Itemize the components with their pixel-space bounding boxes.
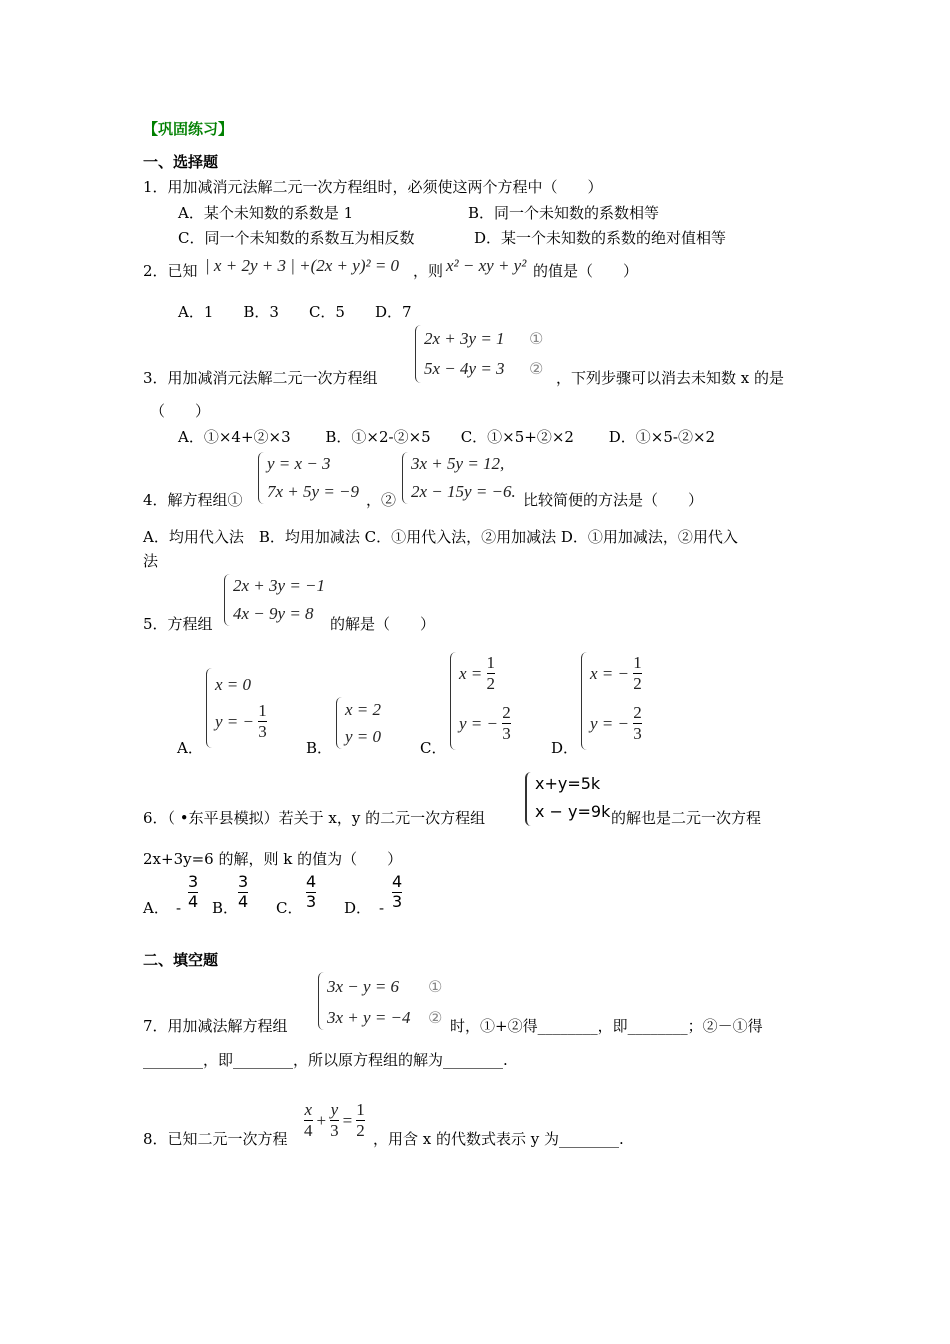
q6-eq1: x+y=5k	[535, 774, 601, 793]
q5-eq1: 2x + 3y = −1	[233, 576, 326, 595]
fraction-1-over-2	[356, 1101, 365, 1140]
q6-label-b: B．	[212, 899, 239, 917]
numerator: 1	[486, 653, 496, 672]
q2-mid: ，则	[413, 262, 444, 280]
brace	[224, 574, 230, 626]
q5-label-a: A．	[177, 739, 203, 757]
fraction	[502, 704, 511, 743]
q5-label-d: D．	[551, 739, 579, 757]
q3-equation-2: 5x − 4y = 3	[424, 359, 505, 378]
q2-options: A．1 B．3 C．5 D．7	[178, 303, 412, 321]
numerator: 3	[188, 872, 199, 891]
denominator: 3	[633, 723, 642, 743]
numerator: 1	[633, 653, 642, 672]
q4-mid: ，②	[366, 491, 397, 509]
brace	[581, 652, 587, 750]
q6-line-2: 2x+3y=6 的解，则 k 的值为（ ）	[143, 850, 403, 868]
denominator: 4	[238, 891, 249, 911]
q7-suffix: 时，①+②得________，即________；②－①得	[450, 1017, 763, 1035]
q8-suffix: ，用含 x 的代数式表示 y 为________.	[373, 1130, 624, 1148]
q3-system	[415, 325, 555, 385]
section-heading-fill: 二、填空题	[143, 951, 219, 969]
q4-sys2-eq1: 3x + 5y = 12,	[411, 454, 505, 473]
q6-eq2: x − y=9k	[535, 802, 611, 821]
q6-option-b-fraction	[238, 874, 248, 911]
q4-options-line-2: 法	[143, 552, 159, 570]
circled-1: ①	[428, 977, 443, 996]
brace	[258, 452, 264, 504]
fraction-x-over-4	[304, 1101, 313, 1140]
q5-a-eq1: x = 0	[215, 675, 252, 694]
q5-label-b: B．	[306, 739, 333, 757]
q5-option-a-system	[206, 668, 286, 750]
q5-c-eq2-text: y = −	[459, 713, 498, 733]
q3-equation-1: 2x + 3y = 1	[424, 329, 505, 348]
denominator: 4	[188, 891, 199, 911]
denominator: 3	[258, 721, 267, 741]
q7-prefix: 7．用加减法解方程组	[143, 1017, 288, 1035]
q5-eq2: 4x − 9y = 8	[233, 604, 314, 623]
fraction	[633, 704, 642, 743]
numerator: 2	[502, 703, 511, 722]
brace	[525, 772, 532, 826]
q8-equation	[304, 1101, 365, 1140]
q5-label-c: C．	[420, 739, 447, 757]
q5-c-eq2	[459, 704, 511, 743]
brace	[450, 652, 456, 750]
q5-prefix: 5．方程组	[143, 615, 213, 633]
fraction	[238, 874, 248, 911]
numerator: 1	[356, 1100, 365, 1119]
fraction	[258, 702, 267, 741]
q6-option-c-fraction	[306, 874, 316, 911]
numerator: y	[330, 1100, 339, 1119]
q4-options-line-1: A．均用代入法 B．均用加减法 C．①用代入法，②用加减法 D．①用加减法，②用代入	[143, 528, 738, 546]
q5-a-eq2	[215, 702, 267, 741]
plus-sign: +	[316, 1110, 327, 1130]
q1-option-d: D．某一个未知数的系数的绝对值相等	[474, 229, 727, 247]
brace	[318, 972, 324, 1030]
q4-system-2	[402, 452, 527, 506]
q2-prefix: 2．已知	[143, 262, 198, 280]
q7-eq2: 3x + y = −4	[327, 1008, 411, 1027]
q3-prefix: 3．用加减消元法解二元一次方程组	[143, 369, 378, 387]
q5-option-b-system	[336, 697, 406, 751]
fraction-y-over-3	[330, 1101, 339, 1140]
fraction	[188, 874, 198, 911]
q6-label-a: A．	[143, 899, 169, 917]
q2-suffix: 的值是（ ）	[533, 262, 639, 280]
q1-stem: 1．用加减消元法解二元一次方程组时，必须使这两个方程中（ ）	[143, 178, 603, 196]
brace	[336, 697, 342, 749]
q5-option-c-system	[450, 652, 540, 752]
q6-option-d-fraction	[392, 874, 402, 911]
denominator: 3	[306, 891, 317, 911]
q6-suffix: 的解也是二元一次方程	[611, 809, 762, 827]
q5-b-eq2: y = 0	[345, 727, 382, 746]
q3-paren: （ ）	[150, 402, 211, 420]
q5-d-eq1	[590, 654, 642, 693]
page-title: 【巩固练习】	[143, 120, 234, 138]
q5-a-eq2-text: y = −	[215, 711, 254, 731]
q2-equation: | x + 2y + 3 | +(2x + y)² = 0	[205, 256, 400, 275]
q7-line-2: ________，即________，所以原方程组的解为________.	[143, 1051, 508, 1069]
denominator: 2	[633, 673, 642, 693]
fraction	[392, 874, 402, 911]
q4-sys2-eq2: 2x − 15y = −6.	[411, 482, 516, 501]
brace	[415, 325, 421, 383]
q6-prefix: 6．（ •东平县模拟）若关于 x，y 的二元一次方程组	[143, 809, 486, 827]
numerator: x	[304, 1100, 313, 1119]
q5-d-eq2	[590, 704, 642, 743]
q4-system-1	[258, 452, 368, 506]
fraction	[633, 654, 642, 693]
q4-suffix: 比较简便的方法是（ ）	[523, 491, 704, 509]
fraction	[306, 874, 316, 911]
q7-system	[318, 972, 458, 1032]
numerator: 2	[633, 703, 642, 722]
q6-label-c: C．	[276, 899, 303, 917]
brace	[402, 452, 408, 504]
q4-sys1-eq1: y = x − 3	[267, 454, 331, 473]
brace	[206, 668, 212, 748]
q5-c-eq1	[459, 654, 495, 693]
q3-suffix: ，下列步骤可以消去未知数 x 的是	[556, 369, 784, 387]
q8-prefix: 8．已知二元一次方程	[143, 1130, 288, 1148]
numerator: 1	[258, 701, 267, 720]
q6-option-a-fraction	[188, 874, 198, 911]
q1-option-b: B．同一个未知数的系数相等	[468, 204, 660, 222]
denominator: 2	[356, 1120, 365, 1140]
q5-suffix: 的解是（ ）	[330, 615, 436, 633]
q5-system	[224, 574, 334, 628]
q6-minus-a: -	[176, 899, 182, 917]
numerator: 3	[238, 872, 249, 891]
q5-d-eq1-text: x = −	[590, 663, 629, 683]
q5-d-eq2-text: y = −	[590, 713, 629, 733]
equals-sign: =	[342, 1110, 353, 1130]
denominator: 3	[392, 891, 403, 911]
q4-sys1-eq2: 7x + 5y = −9	[267, 482, 360, 501]
q4-prefix: 4．解方程组①	[143, 491, 243, 509]
circled-2: ②	[529, 359, 544, 378]
q2-expression: x² − xy + y²	[446, 256, 527, 275]
q7-eq1: 3x − y = 6	[327, 977, 400, 996]
q6-minus-d: -	[379, 899, 385, 917]
denominator: 4	[304, 1120, 313, 1140]
section-heading-choice: 一、选择题	[143, 153, 219, 171]
numerator: 4	[306, 872, 317, 891]
q5-b-eq1: x = 2	[345, 700, 382, 719]
circled-2: ②	[428, 1008, 443, 1027]
denominator: 3	[330, 1120, 339, 1140]
q1-option-a: A．某个未知数的系数是 1	[178, 204, 354, 222]
numerator: 4	[392, 872, 403, 891]
q5-c-eq1-text: x =	[459, 663, 483, 683]
circled-1: ①	[529, 329, 544, 348]
q6-label-d: D．	[344, 899, 372, 917]
denominator: 3	[502, 723, 511, 743]
q1-option-c: C．同一个未知数的系数互为相反数	[178, 229, 415, 247]
fraction	[487, 654, 496, 693]
q6-system	[525, 772, 615, 828]
q5-option-d-system	[581, 652, 671, 752]
q3-options: A．①×4+②×3 B．①×2-②×5 C．①×5+②×2 D．①×5-②×2	[178, 428, 716, 446]
denominator: 2	[486, 673, 496, 693]
